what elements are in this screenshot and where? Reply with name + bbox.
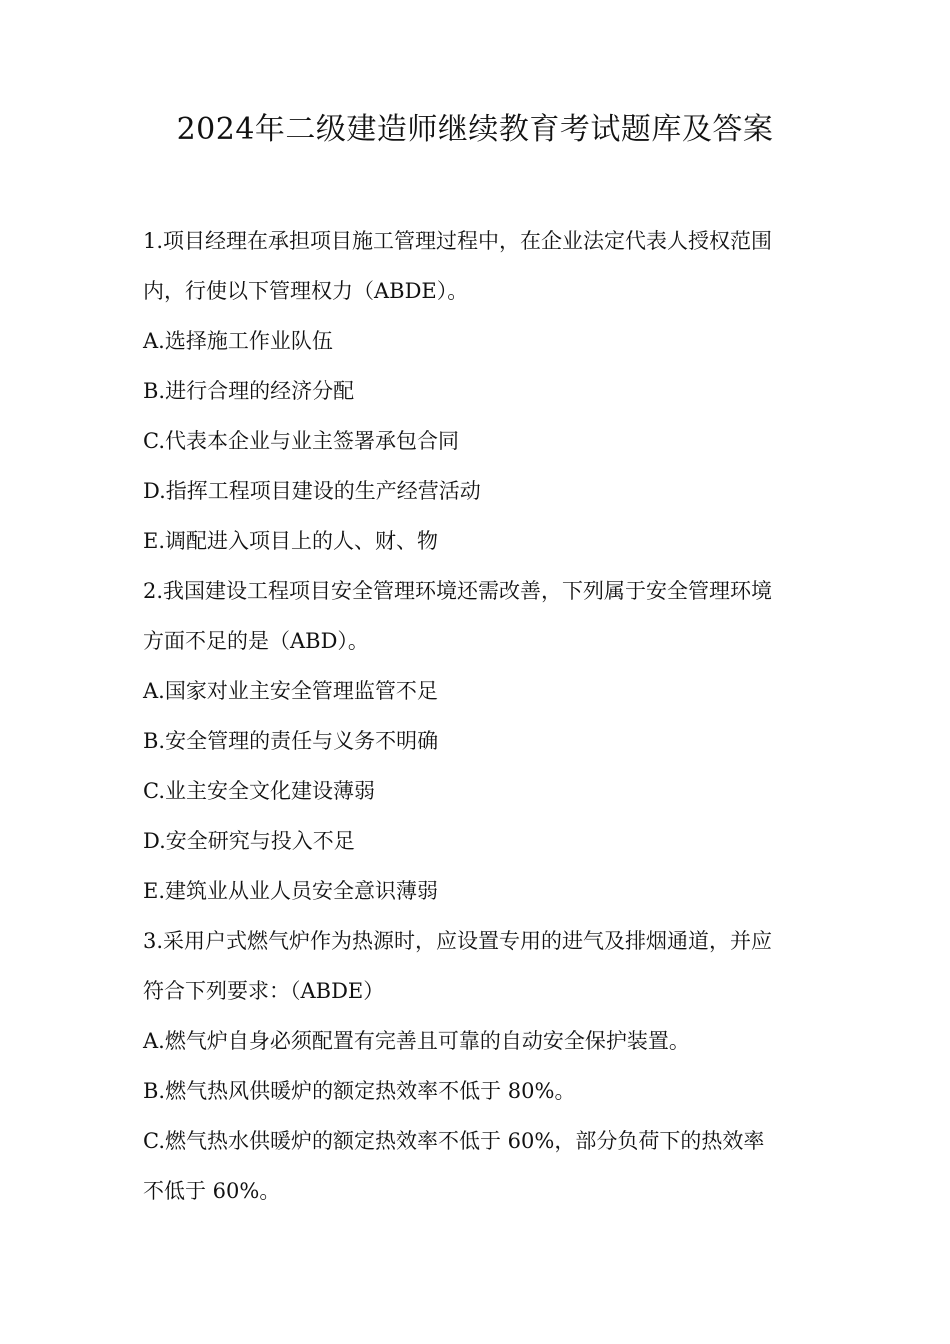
q2-option-b: B.安全管理的责任与义务不明确 (143, 729, 439, 753)
q3-option-a: A.燃气炉自身必须配置有完善且可靠的自动安全保护装置。 (143, 1029, 690, 1053)
q1-option-e: E.调配进入项目上的人、财、物 (143, 529, 439, 553)
q3-stem-line-2: 符合下列要求：（ABDE） (143, 979, 385, 1003)
q1-option-c: C.代表本企业与业主签署承包合同 (143, 429, 459, 453)
document-body (143, 216, 811, 1216)
q2-option-a: A.国家对业主安全管理监管不足 (143, 679, 438, 703)
q1-option-d: D.指挥工程项目建设的生产经营活动 (143, 479, 481, 503)
q2-option-c: C.业主安全文化建设薄弱 (143, 779, 375, 803)
q1-stem-line-1: 1.项目经理在承担项目施工管理过程中，在企业法定代表人授权范围 (143, 229, 773, 253)
q2-option-d: D.安全研究与投入不足 (143, 829, 355, 853)
q3-option-b: B.燃气热风供暖炉的额定热效率不低于 80%。 (143, 1079, 576, 1103)
q3-stem-line-1: 3.采用户式燃气炉作为热源时，应设置专用的进气及排烟通道，并应 (143, 929, 773, 953)
q1-option-a: A.选择施工作业队伍 (143, 329, 333, 353)
document-title: 2024年二级建造师继续教育考试题库及答案 (176, 112, 774, 147)
q3-option-c-line-1: C.燃气热水供暖炉的额定热效率不低于 60%，部分负荷下的热效率 (143, 1129, 765, 1153)
q2-stem-line-1: 2.我国建设工程项目安全管理环境还需改善，下列属于安全管理环境 (143, 579, 773, 603)
q2-option-e: E.建筑业从业人员安全意识薄弱 (143, 879, 439, 903)
q1-stem-line-2: 内，行使以下管理权力（ABDE）。 (143, 279, 469, 303)
q2-stem-line-2: 方面不足的是（ABD）。 (143, 629, 369, 653)
q1-option-b: B.进行合理的经济分配 (143, 379, 355, 403)
q3-option-c-line-2: 不低于 60%。 (143, 1179, 281, 1203)
